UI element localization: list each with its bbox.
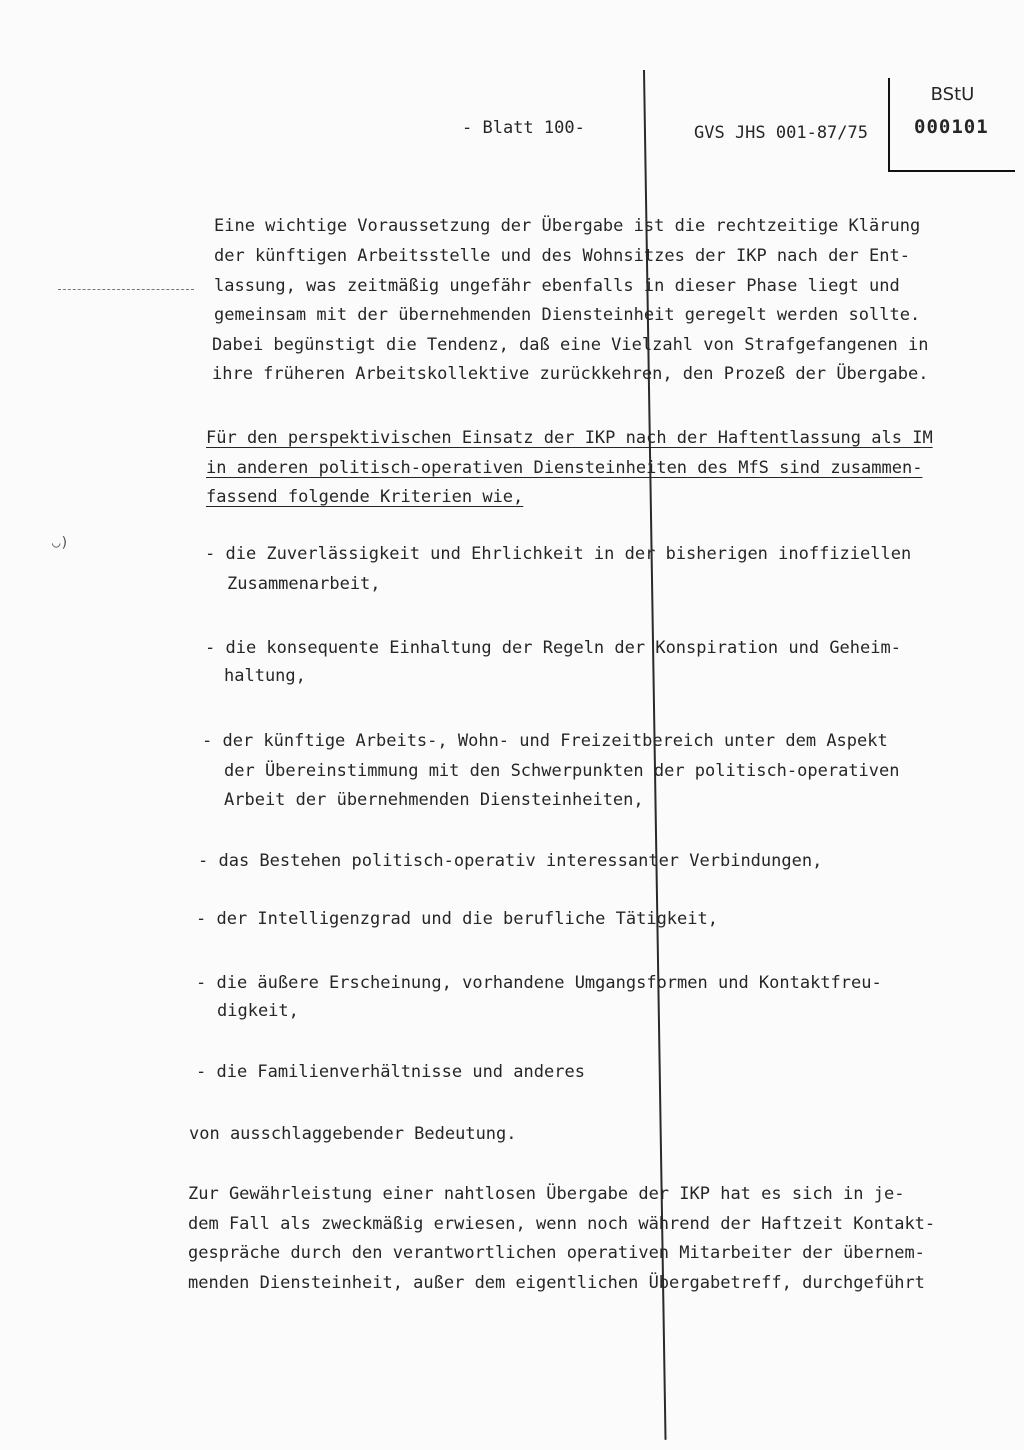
criteria-item-line: Arbeit der übernehmenden Diensteinheiten, <box>224 790 644 810</box>
page-number: - Blatt 100- <box>462 118 585 138</box>
criteria-item-line: digkeit, <box>217 1001 299 1021</box>
closing-line: von ausschlaggebender Bedeutung. <box>189 1124 517 1144</box>
criteria-item-line: - das Bestehen politisch-operativ interessanter Verbindungen, <box>198 851 823 871</box>
criteria-item-line: - der künftige Arbeits-, Wohn- und Freizeitbereich unter dem Aspekt <box>202 731 888 751</box>
archive-stamp <box>888 78 1015 172</box>
paragraph-3-line: gespräche durch den verantwortlichen operativen Mitarbeiter der übernem- <box>188 1243 925 1263</box>
criteria-item-line: - der Intelligenzgrad und die berufliche Tätigkeit, <box>196 909 718 929</box>
paragraph-1-line: gemeinsam mit der übernehmenden Diensteinheit geregelt werden sollte. <box>214 305 921 325</box>
paragraph-1-line: Eine wichtige Voraussetzung der Übergabe ist die rechtzeitige Klärung <box>214 216 921 236</box>
paragraph-1-line: der künftigen Arbeitsstelle und des Wohnsitzes der IKP nach der Ent- <box>214 246 910 266</box>
criteria-item-line: - die konsequente Einhaltung der Regeln der Konspiration und Geheim- <box>205 638 901 658</box>
paragraph-1-line: Dabei begünstigt die Tendenz, daß eine Vielzahl von Strafgefangenen in <box>212 335 929 355</box>
margin-dash <box>58 289 194 290</box>
paragraph-1-line: lassung, was zeitmäßig ungefähr ebenfalls in dieser Phase liegt und <box>214 276 900 296</box>
stamp-label: BStU <box>930 84 975 105</box>
criteria-item-line: Zusammenarbeit, <box>227 574 381 594</box>
paragraph-2-line: fassend folgende Kriterien wie, <box>206 487 524 507</box>
criteria-item-line: - die äußere Erscheinung, vorhandene Umgangsformen und Kontaktfreu- <box>196 973 882 993</box>
criteria-item-line: - die Zuverlässigkeit und Ehrlichkeit in der bisherigen inoffiziellen <box>205 544 912 564</box>
criteria-item-line: - die Familienverhältnisse und anderes <box>196 1062 585 1082</box>
criteria-item-line: der Übereinstimmung mit den Schwerpunkten der politisch-operativen <box>224 761 900 781</box>
paragraph-3-line: Zur Gewährleistung einer nahtlosen Übergabe der IKP hat es sich in je- <box>188 1184 905 1204</box>
paragraph-2-line: in anderen politisch-operativen Diensteinheiten des MfS sind zusammen- <box>206 458 923 478</box>
paragraph-2-line: Für den perspektivischen Einsatz der IKP nach der Haftentlassung als IM <box>206 428 933 448</box>
stamp-number: 000101 <box>914 116 989 138</box>
margin-mark: ◡) <box>52 535 69 551</box>
paragraph-3-line: menden Diensteinheit, außer dem eigentlichen Übergabetreff, durchgeführt <box>188 1273 925 1293</box>
paragraph-3-line: dem Fall als zweckmäßig erwiesen, wenn noch während der Haftzeit Kontakt- <box>188 1214 936 1234</box>
paragraph-1-line: ihre früheren Arbeitskollektive zurückkehren, den Prozeß der Übergabe. <box>212 364 929 384</box>
criteria-item-line: haltung, <box>224 666 306 686</box>
document-reference: GVS JHS 001-87/75 <box>694 123 868 143</box>
